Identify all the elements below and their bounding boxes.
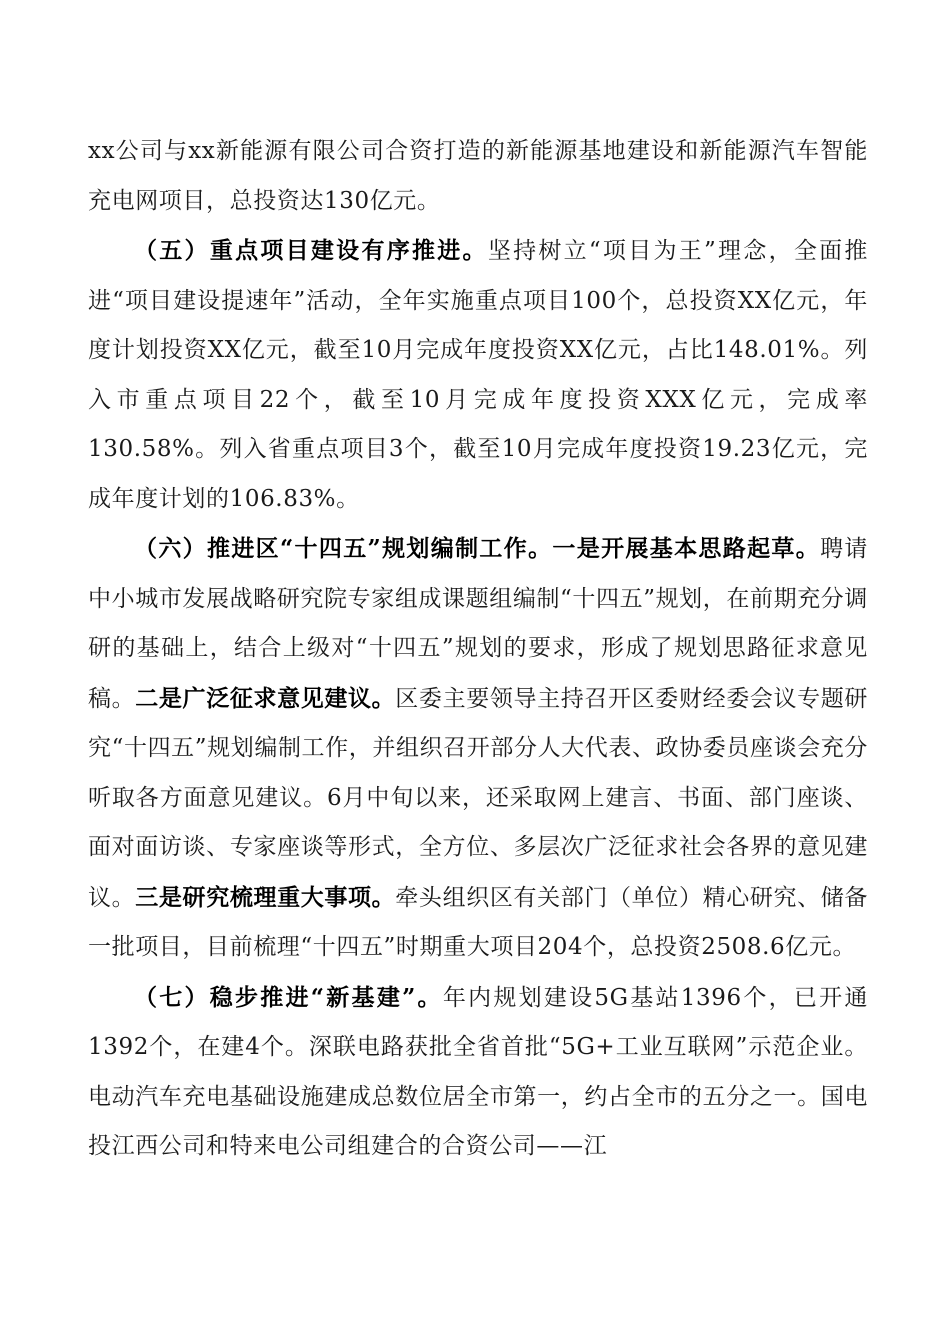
section-heading-six: （六）推进区“十四五”规划编制工作。一是开展基本思路起草。 [134, 535, 821, 562]
subheading-two: 二是广泛征求意见建议。 [135, 684, 396, 712]
paragraph-text: xx公司与xx新能源有限公司合资打造的新能源基地建设和新能源汽车智能充电网项目，总投资达130亿元。 [88, 138, 868, 214]
paragraph-text: 坚持树立“项目为王”理念，全面推进“项目建设提速年”活动，全年实施重点项目100个，总投资XX亿元，年度计划投资XX亿元，截至10月完成年度投资XX亿元，占比148.01%。列入市重点项目22个，截至10月完成年度投资XXX亿元，完成率130.58%。列入省重点项目3个，截至10月完成年度投资19.23亿元，完成年度计划的106.83%。 [88, 238, 868, 512]
paragraph-text: 聘请中小城市发展战略研究院专家组成课题组编制“十四五”规划，在前期充分调研的基础上，结合上级对“十四五”规划的要求，形成了规划思路征求意见稿。 [88, 536, 869, 712]
section-heading-five: （五）重点项目建设有序推进。 [134, 237, 488, 264]
document-body [88, 127, 868, 1172]
section-heading-seven: （七）稳步推进“新基建”。 [134, 983, 443, 1011]
paragraph-text: 牵头组织区有关部门（单位）精心研究、储备一批项目，目前梳理“十四五”时期重大项目204个，总投资2508.6亿元。 [88, 884, 869, 960]
paragraph-new-infrastructure [88, 973, 868, 1172]
paragraph-key-projects [88, 226, 868, 524]
subheading-three: 三是研究梳理重大事项。 [135, 883, 396, 911]
paragraph-14th-five-year-plan [88, 524, 868, 973]
paragraph-text: 年内规划建设5G基站1396个，已开通1392个，在建4个。深联电路获批全省首批“5G+工业互联网”示范企业。电动汽车充电基础设施建成总数位居全市第一，约占全市的五分之一。国电投江西公司和特来电公司组建合的合资公司——江 [88, 984, 868, 1159]
paragraph-investment-summary [88, 127, 868, 226]
paragraph-text: 区委主要领导主持召开区委财经委会议专题研究“十四五”规划编制工作，并组织召开部分人大代表、政协委员座谈会充分听取各方面意见建议。6月中旬以来，还采取网上建言、书面、部门座谈、面对面访谈、专家座谈等形式，全方位、多层次广泛征求社会各界的意见建议。 [88, 685, 869, 911]
